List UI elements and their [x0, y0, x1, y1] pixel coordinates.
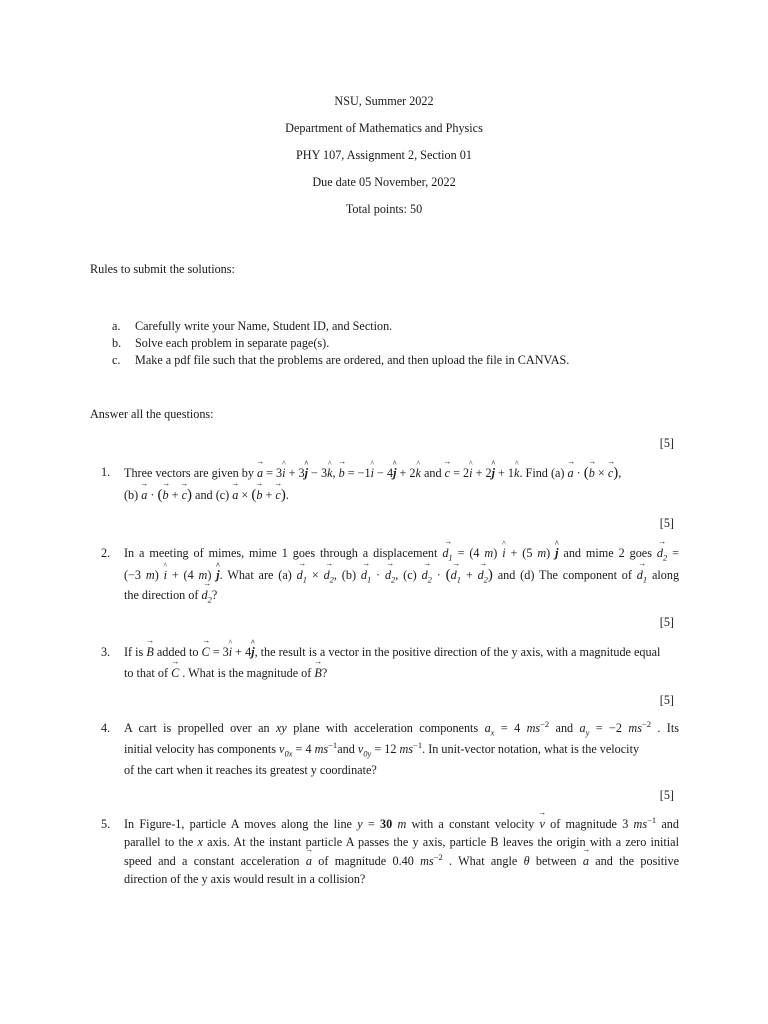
rules-heading: Rules to submit the solutions:	[90, 262, 235, 276]
question-text-line: to that of → C . What is the magnitude of → B?	[124, 666, 679, 681]
question-text-line: of the cart when it reaches its greatest y coordinate?	[124, 763, 377, 777]
header-department: Department of Mathematics and Physics	[285, 121, 483, 135]
instruction-text: Answer all the questions:	[90, 407, 214, 421]
question-text-line: In a meeting of mimes, mime 1 goes through a displacement → $d_1 = (4$ m) ^ i + (5 m) ^ j and mime 2 goes → $d_2$ =	[124, 546, 679, 561]
rule-marker: b.	[112, 336, 122, 350]
question-text-line: initial velocity has components $v_{0x} = 4$ $ms^{-1}and$ $v_{0y} = 12$ $ms^{-1}$. In unit-vector notation, what is the velocity	[124, 739, 640, 759]
question-number: 2.	[101, 546, 111, 560]
question-points: [5]	[659, 693, 674, 707]
question-text-line: Three vectors are given by → a = 3^ i + 3^ j − 3^ k, → b = −1^ i − 4^ j + 2^ k and → c = 2^ i + 2^ j + 1^ k. Find (a) → a · (→ b × → c),	[124, 465, 679, 482]
question-number: 1.	[101, 465, 111, 479]
header-course: PHY 107, Assignment 2, Section 01	[296, 148, 472, 162]
question-text-line: speed and a constant acceleration → a of magnitude 0.40 $ms^{-2}$ . What angle θ between → a and the positive	[124, 854, 679, 869]
rule-text: Make a pdf file such that the problems are ordered, and then upload the file in CANVAS.	[135, 353, 570, 367]
question-text-line: In Figure-1, particle A moves along the line y = 30 m with a constant velocity → v of magnitude 3 $ms^{-1}$ and	[124, 817, 679, 832]
question-text-line: (b) → a · (→ b + → c) and (c) → a × (→ b + → c).	[124, 487, 679, 504]
question-number: 3.	[101, 645, 111, 659]
question-text-line: (−3 m) ^ i + (4 m) ^ j. What are $(a) \to d_1$ × → $d_2$, $(b) \to d_1$ · → $d_2$, $(c) \to d_2$ · (→ $d_1$ + → $d_2$) and (d) The component of → $d_1$ along	[124, 567, 679, 584]
question-points: [5]	[659, 788, 674, 802]
question-points: [5]	[659, 436, 674, 450]
rule-text: Solve each problem in separate page(s).	[135, 336, 330, 350]
header-total-points: Total points: 50	[345, 202, 423, 216]
rule-marker: c.	[112, 353, 121, 367]
question-number: 4.	[101, 721, 111, 735]
question-number: 5.	[101, 817, 111, 831]
rule-marker: a.	[112, 319, 121, 333]
question-points: [5]	[659, 615, 674, 629]
header-university: NSU, Summer 2022	[334, 94, 434, 108]
question-text-line: If is → B added to → C = 3^ i + 4^ j, the result is a vector in the positive direction of the y axis, with a magnitude equal	[124, 645, 679, 660]
question-text-line: parallel to the x axis. At the instant particle A passes the y axis, particle B leaves the origin with a zero initial	[124, 835, 679, 849]
question-text-line: the direction of → $d_2$?	[124, 588, 679, 603]
question-points: [5]	[659, 516, 674, 530]
question-text-line: A cart is propelled over an xy plane with acceleration components $a_x = 4$ $ms^{-2}$ and $a_y = -2$ $ms^{-2}$ . Its	[124, 718, 679, 738]
header-due-date: Due date 05 November, 2022	[312, 175, 456, 189]
rule-text: Carefully write your Name, Student ID, and Section.	[135, 319, 393, 333]
question-text-line: direction of the y axis would result in a collision?	[124, 872, 366, 886]
